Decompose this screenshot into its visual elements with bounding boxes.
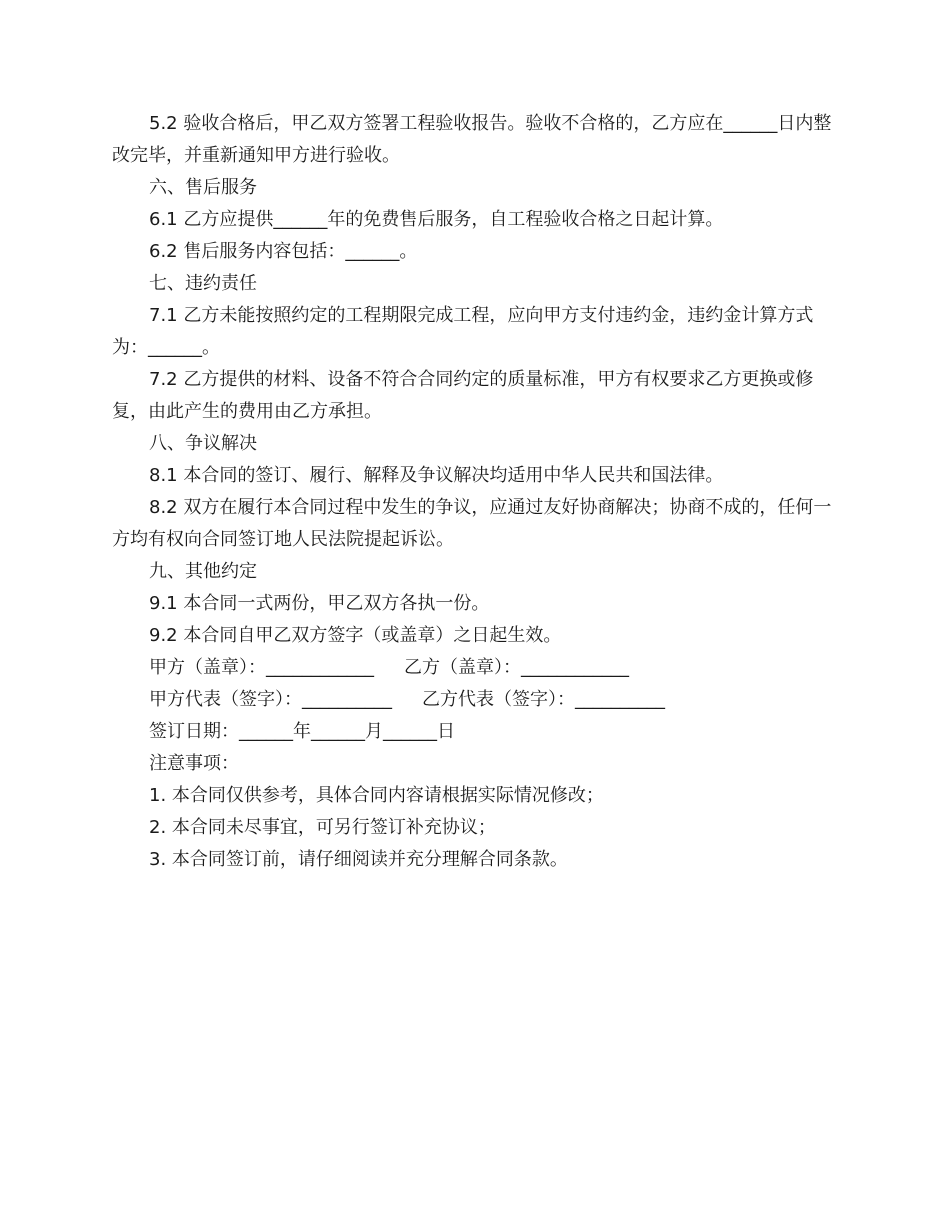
party-b-seal-line: 乙方（盖章）：____________ xyxy=(404,657,629,678)
note-item-1: 1. 本合同仅供参考，具体合同内容请根据实际情况修改； xyxy=(149,785,604,806)
section-heading-dispute: 八、争议解决 xyxy=(149,433,257,454)
clause-8-1: 8.1 本合同的签订、履行、解释及争议解决均适用中华人民共和国法律。 xyxy=(149,465,724,486)
sign-date-line: 签订日期：______年______月______日 xyxy=(149,721,455,742)
contract-page xyxy=(112,108,836,876)
party-a-rep-line: 甲方代表（签字）：__________ xyxy=(149,689,392,710)
note-item-3: 3. 本合同签订前，请仔细阅读并充分理解合同条款。 xyxy=(149,849,568,870)
party-a-seal-line: 甲方（盖章）：____________ xyxy=(149,657,374,678)
clause-7-2: 7.2 乙方提供的材料、设备不符合合同约定的质量标准，甲方有权要求乙方更换或修复，由此产生的费用由乙方承担。 xyxy=(112,369,814,422)
section-heading-liability: 七、违约责任 xyxy=(149,273,257,294)
party-b-rep-line: 乙方代表（签字）：__________ xyxy=(422,689,665,710)
section-heading-after-sales: 六、售后服务 xyxy=(149,177,257,198)
seal-row xyxy=(112,652,836,684)
notes-heading: 注意事项： xyxy=(149,753,239,774)
clause-5-2: 5.2 验收合格后，甲乙双方签署工程验收报告。验收不合格的，乙方应在______日内整改完毕，并重新通知甲方进行验收。 xyxy=(112,113,832,166)
clause-6-1: 6.1 乙方应提供______年的免费售后服务，自工程验收合格之日起计算。 xyxy=(149,209,724,230)
note-item-2: 2. 本合同未尽事宜，可另行签订补充协议； xyxy=(149,817,496,838)
representative-row xyxy=(112,684,836,716)
clause-9-2: 9.2 本合同自甲乙双方签字（或盖章）之日起生效。 xyxy=(149,625,562,646)
section-heading-other: 九、其他约定 xyxy=(149,561,257,582)
clause-7-1: 7.1 乙方未能按照约定的工程期限完成工程，应向甲方支付违约金，违约金计算方式为：______。 xyxy=(112,305,814,358)
clause-6-2: 6.2 售后服务内容包括：______。 xyxy=(149,241,418,262)
clause-9-1: 9.1 本合同一式两份，甲乙双方各执一份。 xyxy=(149,593,490,614)
clause-8-2: 8.2 双方在履行本合同过程中发生的争议，应通过友好协商解决；协商不成的，任何一方均有权向合同签订地人民法院提起诉讼。 xyxy=(112,497,832,550)
